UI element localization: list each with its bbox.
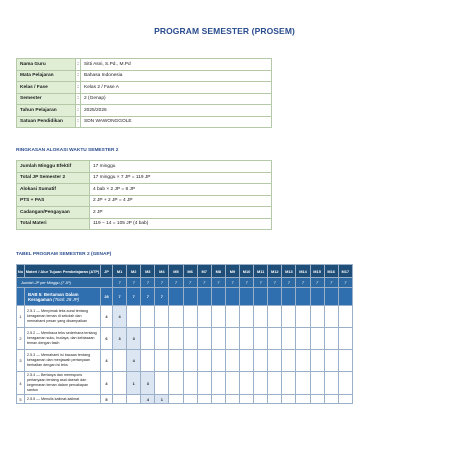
alloc-row — [17, 161, 272, 173]
week-cell — [197, 328, 211, 350]
bab-week-cell — [239, 288, 253, 306]
jp-per-week-cell: 7 — [310, 278, 324, 288]
program-header-row — [17, 265, 353, 278]
info-colon: : — [76, 93, 81, 105]
table-row — [17, 350, 353, 372]
week-header: M6 — [183, 265, 197, 278]
week-cell — [254, 328, 268, 350]
info-colon: : — [76, 105, 81, 117]
week-cell — [296, 306, 310, 328]
bab-week-cell — [310, 288, 324, 306]
bab-week-cell — [268, 288, 282, 306]
info-value: 2 (Genap) — [81, 93, 272, 105]
week-cell: 1 — [155, 395, 169, 404]
week-cell: 4 — [113, 306, 127, 328]
program-section-title: TABEL PROGRAM SEMESTER 2 (GENAP) — [16, 252, 112, 257]
info-value: SDN WAWONGGOLE — [81, 116, 272, 128]
table-row — [17, 395, 353, 404]
row-jp: 5 — [101, 395, 113, 404]
week-header: M3 — [141, 265, 155, 278]
week-cell — [239, 372, 253, 395]
week-cell — [211, 328, 225, 350]
week-cell — [127, 395, 141, 404]
week-cell — [310, 306, 324, 328]
alloc-label: Total JP Semester 2 — [17, 172, 90, 184]
week-cell: 3 — [127, 328, 141, 350]
week-cell — [296, 372, 310, 395]
jp-per-week-cell: 7 — [296, 278, 310, 288]
col-materi-header: Materi / Alur Tujuan Pembelajaran (ATP) — [25, 265, 101, 278]
week-cell — [239, 350, 253, 372]
week-cell — [282, 395, 296, 404]
bab-week-cell: 7 — [127, 288, 141, 306]
alloc-row — [17, 195, 272, 207]
col-jp-header: JP — [101, 265, 113, 278]
row-atp-desc: 2.5.3 — Memahami isi bacaan tentang keragaman dan menjawab pertanyaan berkaitan dengan isi teks — [25, 350, 101, 372]
week-cell — [268, 328, 282, 350]
week-cell — [169, 372, 183, 395]
week-cell: 3 — [113, 328, 127, 350]
week-cell — [254, 395, 268, 404]
row-jp: 4 — [101, 306, 113, 328]
bab-week-cell — [296, 288, 310, 306]
week-cell — [338, 328, 352, 350]
week-cell — [310, 328, 324, 350]
info-row — [17, 116, 272, 128]
week-header: M5 — [169, 265, 183, 278]
week-cell — [113, 350, 127, 372]
week-cell — [197, 372, 211, 395]
week-cell — [225, 306, 239, 328]
row-atp-desc: 2.5.1 — Menyimak teks aural tentang keragaman teman di sekolah dan memahami pesan yang disampaikan — [25, 306, 101, 328]
week-cell — [197, 350, 211, 372]
jp-per-week-cell: 7 — [225, 278, 239, 288]
week-cell — [310, 350, 324, 372]
jp-per-week-cell: 7 — [113, 278, 127, 288]
alloc-table — [16, 160, 272, 230]
info-label: Nama Guru — [17, 59, 76, 71]
info-label: Kelas / Fase — [17, 82, 76, 94]
info-label: Satuan Pendidikan — [17, 116, 76, 128]
week-cell — [310, 372, 324, 395]
row-no: 2 — [17, 328, 25, 350]
info-value: Sitti Asni, S.Pd., M.Pd — [81, 59, 272, 71]
week-cell — [169, 328, 183, 350]
info-value: Kelas 2 / Fase A — [81, 82, 272, 94]
bab-week-cell — [338, 288, 352, 306]
alloc-row — [17, 184, 272, 196]
week-cell — [225, 350, 239, 372]
week-cell — [155, 350, 169, 372]
week-header: M16 — [324, 265, 338, 278]
week-cell — [338, 372, 352, 395]
week-cell — [197, 306, 211, 328]
page-title: PROGRAM SEMESTER (PROSEM) — [154, 26, 295, 36]
bab-week-cell — [183, 288, 197, 306]
week-header: M7 — [197, 265, 211, 278]
week-header: M4 — [155, 265, 169, 278]
row-jp: 4 — [101, 372, 113, 395]
week-cell — [268, 395, 282, 404]
week-cell — [211, 350, 225, 372]
week-cell — [211, 372, 225, 395]
info-label: Mata Pelajaran — [17, 70, 76, 82]
alloc-value: 17 minggu — [90, 161, 272, 173]
week-cell — [254, 350, 268, 372]
week-cell — [338, 306, 352, 328]
bab-week-cell: 7 — [141, 288, 155, 306]
week-cell — [282, 306, 296, 328]
bab-week-cell — [324, 288, 338, 306]
week-cell — [324, 395, 338, 404]
jp-per-week-cell: 7 — [239, 278, 253, 288]
week-cell — [254, 372, 268, 395]
week-header: M17 — [338, 265, 352, 278]
week-cell — [225, 328, 239, 350]
week-cell — [155, 306, 169, 328]
week-cell: 3 — [141, 372, 155, 395]
week-cell: 1 — [127, 372, 141, 395]
week-header: M9 — [225, 265, 239, 278]
alloc-value: 2 JP — [90, 207, 272, 219]
week-header: M10 — [239, 265, 253, 278]
jp-per-week-cell: 7 — [155, 278, 169, 288]
week-cell — [183, 395, 197, 404]
row-atp-desc: 2.5.4 — Bertanya dan merespons pertanyaan tentang asal daerah dan kegemaran teman dalam percakapan santun — [25, 372, 101, 395]
week-cell — [197, 395, 211, 404]
identity-table — [16, 58, 272, 128]
bab-week-cell — [197, 288, 211, 306]
jp-per-week-cell: 7 — [127, 278, 141, 288]
week-cell — [282, 372, 296, 395]
week-cell — [183, 350, 197, 372]
week-cell — [211, 306, 225, 328]
bab-week-cell — [225, 288, 239, 306]
jp-per-week-cell: 7 — [183, 278, 197, 288]
week-cell — [296, 350, 310, 372]
info-row — [17, 70, 272, 82]
week-cell — [169, 395, 183, 404]
row-no: 3 — [17, 350, 25, 372]
week-cell — [183, 372, 197, 395]
week-cell — [282, 328, 296, 350]
jp-per-week-label: Jumlah JP per Minggu (7 JP) — [17, 278, 113, 288]
info-value: 2025/2026 — [81, 105, 272, 117]
week-cell — [324, 306, 338, 328]
week-header: M8 — [211, 265, 225, 278]
jp-per-week-cell: 7 — [324, 278, 338, 288]
bab-jp: 28 — [101, 288, 113, 306]
bab-week-cell — [211, 288, 225, 306]
info-colon: : — [76, 82, 81, 94]
row-jp: 4 — [101, 350, 113, 372]
info-value: Bahasa Indonesia — [81, 70, 272, 82]
program-table — [16, 264, 353, 404]
week-cell — [225, 372, 239, 395]
week-cell — [324, 350, 338, 372]
alloc-value: 2 JP + 2 JP = 4 JP — [90, 195, 272, 207]
week-cell — [268, 372, 282, 395]
week-cell — [113, 395, 127, 404]
alloc-row — [17, 218, 272, 230]
alloc-label: PTS + PAS — [17, 195, 90, 207]
row-no: 1 — [17, 306, 25, 328]
bab-row — [17, 288, 353, 306]
week-cell — [324, 372, 338, 395]
row-atp-desc: 2.5.5 — Menulis kalimat-kalimat — [25, 395, 101, 404]
week-cell — [113, 372, 127, 395]
table-row — [17, 372, 353, 395]
week-cell — [254, 306, 268, 328]
week-cell — [239, 328, 253, 350]
jp-per-week-cell: 7 — [211, 278, 225, 288]
week-cell — [310, 395, 324, 404]
jp-per-week-cell: 7 — [268, 278, 282, 288]
jp-per-week-cell: 7 — [141, 278, 155, 288]
week-cell — [169, 306, 183, 328]
info-row — [17, 105, 272, 117]
week-header: M15 — [310, 265, 324, 278]
info-colon: : — [76, 70, 81, 82]
row-jp: 6 — [101, 328, 113, 350]
alloc-section-title: RINGKASAN ALOKASI WAKTU SEMESTER 2 — [16, 148, 119, 153]
week-cell — [324, 328, 338, 350]
alloc-label: Alokasi Sumatif — [17, 184, 90, 196]
week-cell — [155, 372, 169, 395]
week-cell: 4 — [127, 350, 141, 372]
jp-per-week-cell: 7 — [169, 278, 183, 288]
table-row — [17, 328, 353, 350]
info-label: Semester — [17, 93, 76, 105]
week-cell — [338, 395, 352, 404]
week-cell — [169, 350, 183, 372]
alloc-value: 17 minggu × 7 JP = 119 JP — [90, 172, 272, 184]
jp-per-week-cell: 7 — [254, 278, 268, 288]
week-cell — [183, 328, 197, 350]
bab-total: (Total: 28 JP) — [53, 296, 80, 302]
alloc-label: Jumlah Minggu Efektif — [17, 161, 90, 173]
week-cell — [141, 328, 155, 350]
info-row — [17, 59, 272, 71]
bab-no-cell — [17, 288, 25, 306]
week-header: M13 — [282, 265, 296, 278]
info-colon: : — [76, 116, 81, 128]
jp-per-week-cell: 7 — [338, 278, 352, 288]
week-cell: 4 — [141, 395, 155, 404]
info-label: Tahun Pelajaran — [17, 105, 76, 117]
week-cell — [296, 328, 310, 350]
week-header: M14 — [296, 265, 310, 278]
jp-per-week-cell: 7 — [282, 278, 296, 288]
week-cell — [225, 395, 239, 404]
alloc-row — [17, 207, 272, 219]
jp-per-week-cell: 7 — [197, 278, 211, 288]
week-header: M11 — [254, 265, 268, 278]
week-header: M2 — [127, 265, 141, 278]
week-cell — [338, 350, 352, 372]
week-cell — [211, 395, 225, 404]
alloc-value: 4 bab × 2 JP = 8 JP — [90, 184, 272, 196]
col-no-header: No — [17, 265, 25, 278]
row-atp-desc: 2.5.2 — Membaca teks sederhana tentang keragaman suku, budaya, dan kebiasaan teman dengan fasih — [25, 328, 101, 350]
week-cell — [155, 328, 169, 350]
row-no: 5 — [17, 395, 25, 404]
week-header: M12 — [268, 265, 282, 278]
week-header: M1 — [113, 265, 127, 278]
alloc-label: Total Materi — [17, 218, 90, 230]
week-cell — [127, 306, 141, 328]
week-cell — [268, 350, 282, 372]
bab-week-cell — [169, 288, 183, 306]
week-cell — [141, 306, 155, 328]
bab-week-cell: 7 — [113, 288, 127, 306]
bab-name: BAB 5: Bertaman Dalam Keragaman — [28, 291, 79, 302]
week-cell — [183, 306, 197, 328]
week-cell — [239, 395, 253, 404]
alloc-value: 119 − 14 = 105 JP (4 bab) — [90, 218, 272, 230]
info-row — [17, 93, 272, 105]
info-colon: : — [76, 59, 81, 71]
week-cell — [141, 350, 155, 372]
alloc-label: Cadangan/Pengayaan — [17, 207, 90, 219]
table-row — [17, 306, 353, 328]
week-cell — [296, 395, 310, 404]
row-no: 4 — [17, 372, 25, 395]
alloc-row — [17, 172, 272, 184]
bab-title — [25, 288, 101, 306]
bab-week-cell — [254, 288, 268, 306]
info-row — [17, 82, 272, 94]
week-cell — [268, 306, 282, 328]
bab-week-cell: 7 — [155, 288, 169, 306]
jp-per-week-row — [17, 278, 353, 288]
bab-week-cell — [282, 288, 296, 306]
week-cell — [239, 306, 253, 328]
week-cell — [282, 350, 296, 372]
